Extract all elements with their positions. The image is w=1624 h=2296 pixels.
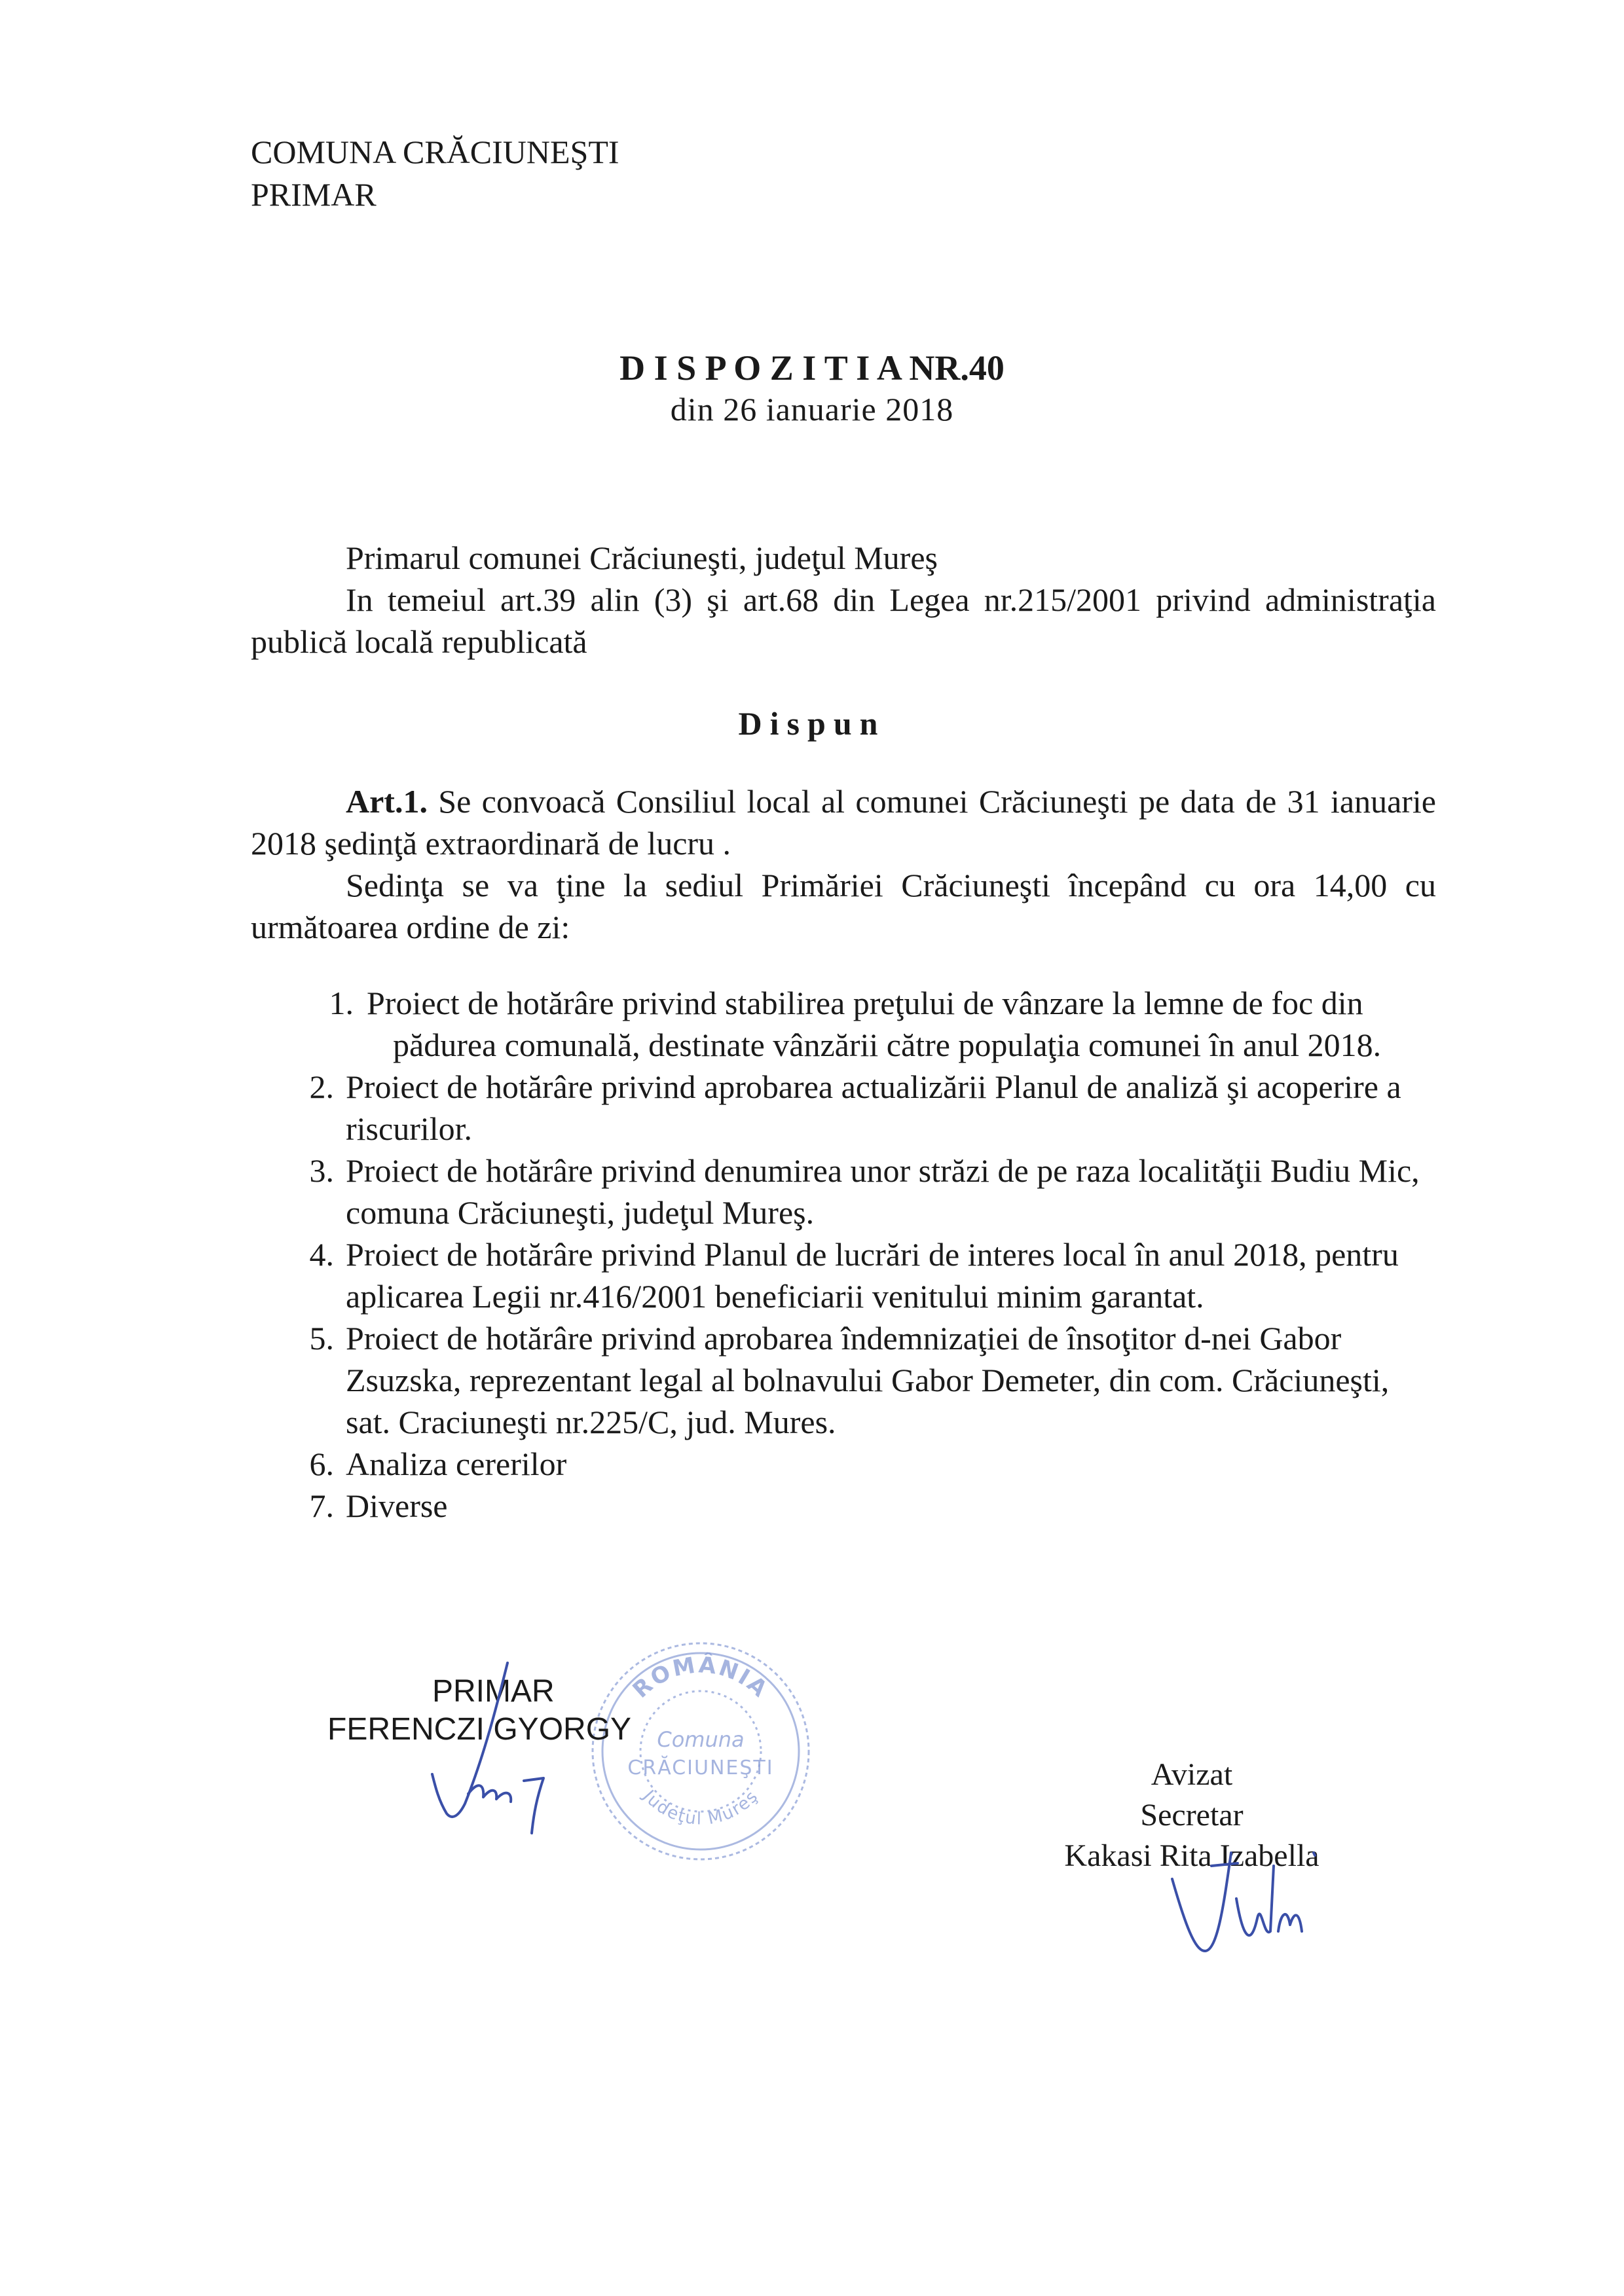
- agenda-item-number: 4.: [309, 1236, 334, 1273]
- article-1-label: Art.1.: [346, 783, 428, 820]
- agenda-item-number: 1.: [329, 985, 354, 1021]
- agenda-item: [288, 1233, 1441, 1317]
- agenda-list: [288, 982, 1441, 1527]
- agenda-item: [288, 1485, 1441, 1527]
- svg-text:Judeţul Mureş: [638, 1786, 762, 1829]
- agenda-item: [288, 1066, 1441, 1150]
- endorsed-label: Avizat: [1151, 1757, 1233, 1792]
- secretary-title: Secretar: [1140, 1798, 1244, 1832]
- agenda-item-text: Proiect de hotărâre privind Planul de lucrări de interes local în anul 2018, pentru aplicarea Legii nr.416/2001 beneficiarii venitului minim garantat.: [346, 1236, 1399, 1315]
- agenda-item: [288, 1443, 1441, 1485]
- mayor-title: PRIMAR: [432, 1674, 555, 1709]
- stamp-line-1: Comuna: [657, 1727, 745, 1752]
- article-1-text: Se convoacă Consiliul local al comunei Crăciuneşti pe data de 31 ianuarie 2018 şedinţă extraordinară de lucru .: [251, 783, 1436, 862]
- mayor-handwritten-signature: [406, 1650, 576, 1846]
- agenda-item-text: Analiza cererilor: [346, 1446, 567, 1482]
- agenda-item-number: 7.: [309, 1487, 334, 1524]
- agenda-item-text: Proiect de hotărâre privind aprobarea îndemnizaţiei de însoţitor d-nei Gabor Zsuzska, reprezentant legal al bolnavului Gabor Demeter, din com. Crăciuneşti, sat. Craciuneşti nr.225/C, jud. Mures.: [346, 1320, 1390, 1440]
- agenda-item-text: Proiect de hotărâre privind denumirea unor străzi de pe raza localităţii Budiu Mic, comuna Crăciuneşti, judeţul Mureş.: [346, 1152, 1420, 1231]
- dispun-heading: Dispun: [738, 705, 886, 742]
- agenda-item-number: 6.: [309, 1446, 334, 1482]
- stamp-bottom-text: Judeţul Mureş: [638, 1786, 763, 1829]
- agenda-item: [288, 1150, 1441, 1233]
- preamble-line-1: Primarul comunei Crăciuneşti, judeţul Mureş: [346, 539, 938, 576]
- office-name: PRIMAR: [251, 176, 377, 213]
- preamble-legal-basis: In temeiul art.39 alin (3) şi art.68 din Legea nr.215/2001 privind administraţia publică locală republicată: [251, 581, 1436, 660]
- commune-name: COMUNA CRĂCIUNEŞTI: [251, 134, 619, 170]
- document-date: din 26 ianuarie 2018: [670, 391, 954, 428]
- agenda-item-number: 5.: [309, 1320, 334, 1357]
- agenda-item-text: Proiect de hotărâre privind stabilirea preţului de vânzare la lemne de foc din pădurea comunală, destinate vânzării către populaţia comunei în anul 2018.: [367, 985, 1382, 1063]
- agenda-item-text: Proiect de hotărâre privind aprobarea actualizării Planul de analiză şi acoperire a riscurilor.: [346, 1068, 1401, 1147]
- agenda-item-text: Diverse: [346, 1487, 448, 1524]
- agenda-item-number: 3.: [309, 1152, 334, 1189]
- agenda-item: [288, 982, 1441, 1066]
- agenda-item-number: 2.: [309, 1068, 334, 1105]
- article-1-location: Sedinţa se va ţine la sediul Primăriei Crăciuneşti începând cu ora 14,00 cu următoarea ordine de zi:: [251, 867, 1436, 945]
- agenda-item: [288, 1317, 1441, 1443]
- document-title: D I S P O Z I T I A NR.40: [619, 348, 1005, 388]
- article-1: [251, 780, 1436, 864]
- stamp-top-text: ROMÂNIA: [627, 1652, 774, 1704]
- stamp-line-2: CRĂCIUNEŞTI: [627, 1757, 774, 1779]
- mayor-name: FERENCZI GYORGY: [327, 1712, 632, 1747]
- secretary-handwritten-signature: [1159, 1840, 1329, 1964]
- svg-text:ROMÂNIA: [628, 1651, 774, 1704]
- secretary-name: Kakasi Rita Izabella: [1064, 1838, 1320, 1873]
